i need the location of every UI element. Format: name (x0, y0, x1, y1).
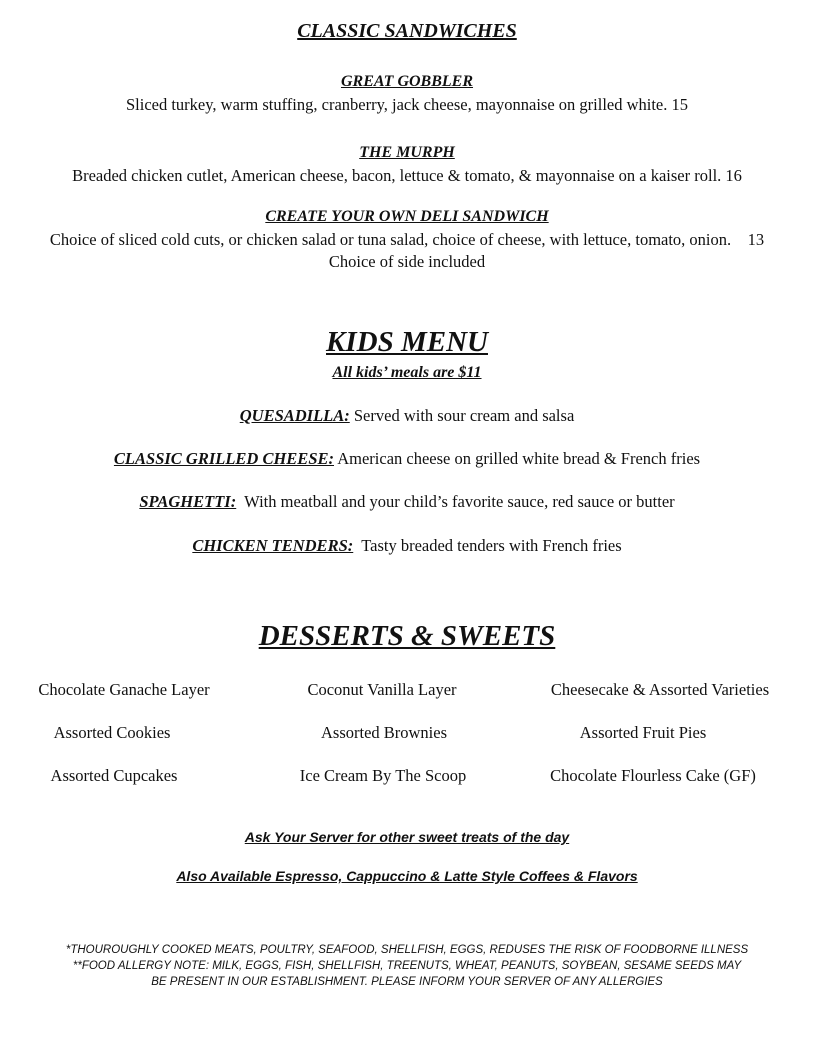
disclaimer-line-2: **FOOD ALLERGY NOTE: MILK, EGGS, FISH, SHELLFISH, TREENUTS, WHEAT, PEANUTS, SOYBEAN, SESAME SEEDS MAY (72, 960, 742, 972)
item-desc-create-your-own: Choice of sliced cold cuts, or chicken salad or tuna salad, choice of cheese, with lettuce, tomato, onion. 13 (49, 230, 765, 249)
dessert-item: Chocolate Ganache Layer (38, 680, 210, 699)
dessert-item: Chocolate Flourless Cake (GF) (550, 766, 756, 785)
kids-item-desc: With meatball and your child’s favorite sauce, red sauce or butter (236, 492, 675, 511)
kids-item-name: CLASSIC GRILLED CHEESE: (113, 449, 334, 468)
item-desc-the-murph: Breaded chicken cutlet, American cheese, bacon, lettuce & tomato, & mayonnaise on a kaiser roll. 16 (72, 166, 742, 185)
kids-item-desc: American cheese on grilled white bread & French fries (334, 449, 701, 468)
kids-item-desc: Tasty breaded tenders with French fries (353, 536, 622, 555)
desserts-note-coffees: Also Available Espresso, Cappuccino & Latte Style Coffees & Flavors (176, 868, 638, 884)
dessert-item: Assorted Brownies (320, 723, 448, 742)
desserts-note-sweet-treats: Ask Your Server for other sweet treats of the day (244, 829, 570, 845)
disclaimer-line-1: *THOUROUGHLY COOKED MEATS, POULTRY, SEAFOOD, SHELLFISH, EGGS, REDUSES THE RISK OF FOODBORNE ILLNESS (65, 944, 749, 956)
item-desc-great-gobbler: Sliced turkey, warm stuffing, cranberry, jack cheese, mayonnaise on grilled white. 15 (125, 95, 689, 114)
kids-menu-subtitle: All kids’ meals are $11 (332, 364, 482, 381)
kids-item-quesadilla (0, 406, 814, 426)
kids-menu-title: KIDS MENU (326, 326, 488, 358)
item-name-the-murph: THE MURPH (359, 144, 455, 161)
item-name-great-gobbler: GREAT GOBBLER (340, 73, 474, 90)
kids-item-chicken-tenders (0, 536, 814, 556)
dessert-item: Assorted Fruit Pies (579, 723, 707, 742)
kids-item-grilled-cheese (0, 449, 814, 469)
dessert-item: Cheesecake & Assorted Varieties (550, 680, 770, 699)
kids-item-desc: Served with sour cream and salsa (349, 406, 575, 425)
item-name-create-your-own: CREATE YOUR OWN DELI SANDWICH (265, 208, 549, 225)
dessert-item: Ice Cream By The Scoop (299, 766, 467, 785)
dessert-item: Assorted Cookies (53, 723, 171, 742)
kids-item-name: SPAGHETTI: (139, 492, 237, 511)
dessert-item: Assorted Cupcakes (50, 766, 178, 785)
sandwiches-title: CLASSIC SANDWICHES (297, 20, 517, 42)
item-desc-create-your-own-line2: Choice of side included (328, 252, 486, 271)
kids-item-spaghetti (0, 492, 814, 512)
disclaimer-line-3: BE PRESENT IN OUR ESTABLISHMENT. PLEASE INFORM YOUR SERVER OF ANY ALLERGIES (151, 976, 663, 988)
desserts-title: DESSERTS & SWEETS (258, 620, 556, 652)
kids-item-name: CHICKEN TENDERS: (192, 536, 354, 555)
dessert-item: Coconut Vanilla Layer (307, 680, 457, 699)
kids-item-name: QUESADILLA: (239, 406, 350, 425)
